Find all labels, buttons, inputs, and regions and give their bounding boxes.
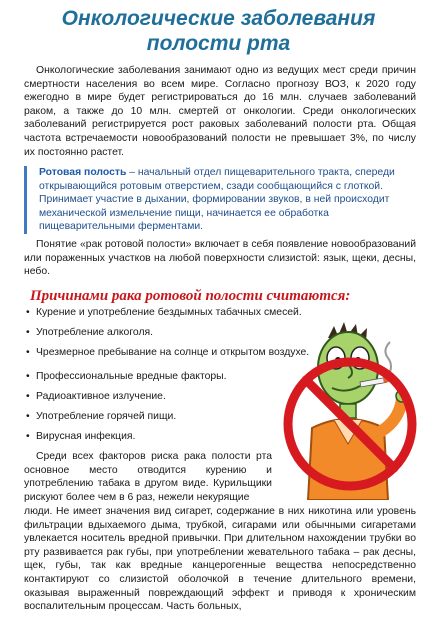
concept-paragraph: Понятие «рак ротовой полости» включает в себя появление новообразований или пораженных участков на любой поверхности слизистой: язык, щеки, десны, небо. <box>24 239 416 278</box>
list-item: • Употребление горячей пищи. <box>26 410 326 424</box>
list-item: • Профессиональные вредные факторы. <box>26 370 326 384</box>
risk-continuation: люди. Не имеет значения вид сигарет, содержание в них никотина или уровень фильтрации вдыхаемого дыма, трубкой, сигарами или обычными сигаретами увлекается носитель вредной привычки. При длительном нахождении трубки во рту развивается рак губы, при употреблении жевательного табака – рак десны, щек, губы, так как вредные канцерогенные вещества непосредственно контактируют со слизистой оболочкой в течение длительного времени, оказывая выраженный повреждающий эффект и приводя к хроническим воспалительным процессам. Часть больных, <box>24 506 416 613</box>
causes-heading: Причинами рака ротовой полости считаются: <box>30 288 351 304</box>
title-line-2: полости рта <box>146 32 291 55</box>
no-smoking-man-icon <box>268 320 428 500</box>
list-item: • Радиоактивное излучение. <box>26 390 326 404</box>
list-item: • Употребление алкоголя. <box>26 326 326 340</box>
definition-term: Ротовая полость <box>39 167 127 178</box>
list-item: • Чрезмерное пребывание на солнце и открытом воздухе. <box>26 346 326 360</box>
risk-paragraph: Среди всех факторов риска рака полости рта основное место отводится курению и употреблению табака в другом виде. Курильщики рискуют более чем в 6 раз, нежели некурящие <box>24 451 272 503</box>
list-item: • Курение и употребление бездымных табачных смесей. <box>26 306 326 320</box>
list-item: • Вирусная инфекция. <box>26 430 326 444</box>
definition-text: – начальный отдел пищеварительного тракта, спереди открывающийся ротовым отверстием, сзади сообщающийся с глоткой. Принимает участие в дыхании, формировании звуков, в ней происходит механической измельчение пищи, начинается ее обработка пищеварительными ферментами. <box>39 167 395 233</box>
definition-box <box>24 166 416 234</box>
page-title <box>0 6 437 56</box>
title-line-1: Онкологические заболевания <box>61 7 376 30</box>
intro-paragraph: Онкологические заболевания занимают одно из ведущих мест среди причин смертности населения во всем мире. Согласно прогнозу ВОЗ, к 2020 году ежегодно в мире будет регистрироваться до 16 млн. случаев заболеваний раком, а также до 10 млн. смертей от онкологии. Среди онкологических заболеваний регистрируется рост раковых заболеваний полости рта. Общая частота встречаемости новообразований полости не превышает 3%, по числу их постоянно растет. <box>24 65 416 158</box>
